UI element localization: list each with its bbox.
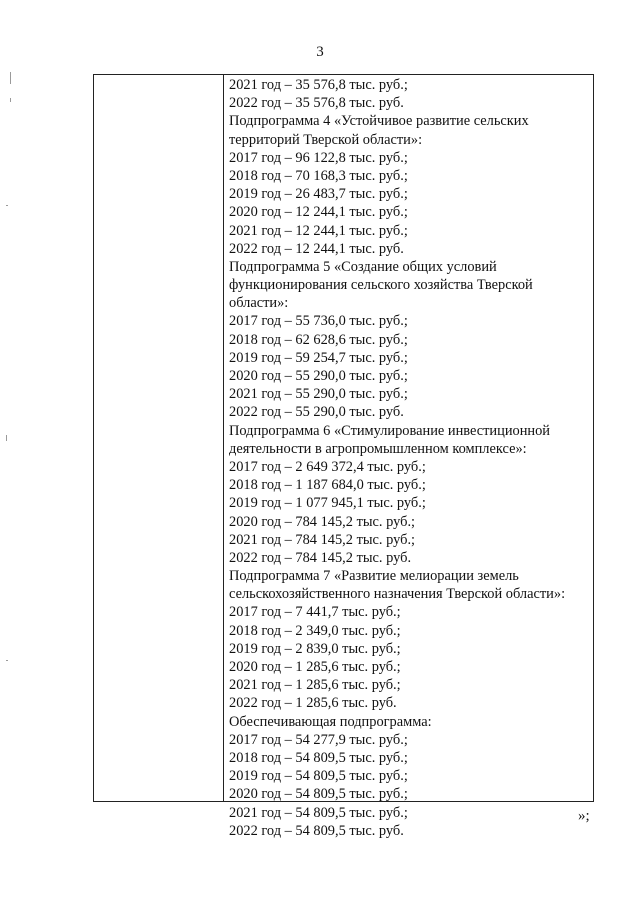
table-line: сельскохозяйственного назначения Тверской области»: — [229, 586, 566, 603]
table-line: 2020 год – 12 244,1 тыс. руб.; — [229, 204, 408, 221]
table-line: области»: — [229, 295, 289, 312]
table-line: 2020 год – 55 290,0 тыс. руб.; — [229, 368, 408, 384]
table-line: Подпрограмма 4 «Устойчивое развитие сельских — [229, 113, 529, 130]
table-line: 2017 год – 54 277,9 тыс. руб.; — [229, 731, 408, 748]
scan-mark — [10, 72, 11, 84]
table-line: 2022 год – 35 576,8 тыс. руб. — [229, 95, 404, 112]
table-line: Подпрограмма 5 «Создание общих условий — [229, 258, 497, 275]
table-line: 2021 год – 12 244,1 тыс. руб.; — [229, 222, 408, 239]
funding-table-content — [229, 76, 591, 840]
table-line: 2021 год – 1 285,6 тыс. руб.; — [229, 677, 401, 694]
table-line: 2022 год – 54 809,5 тыс. руб. — [229, 822, 404, 839]
table-line: 2019 год – 54 809,5 тыс. руб.; — [229, 768, 408, 785]
table-line: 2022 год – 1 285,6 тыс. руб. — [229, 695, 397, 712]
scan-mark — [6, 660, 8, 661]
table-line: 2017 год – 7 441,7 тыс. руб.; — [229, 604, 401, 621]
page-number: 3 — [316, 44, 324, 60]
scan-mark — [6, 435, 7, 441]
table-line: 2021 год – 55 290,0 тыс. руб.; — [229, 386, 408, 403]
table-line: 2022 год – 55 290,0 тыс. руб. — [229, 404, 404, 421]
scan-mark — [10, 98, 11, 102]
table-line: 2017 год – 55 736,0 тыс. руб.; — [229, 313, 408, 330]
table-line: 2022 год – 784 145,2 тыс. руб. — [229, 549, 412, 566]
table-line: Обеспечивающая подпрограмма: — [229, 713, 432, 730]
table-line: территорий Тверской области»: — [229, 131, 423, 148]
table-line: 2017 год – 96 122,8 тыс. руб.; — [229, 149, 408, 166]
table-line: 2018 год – 62 628,6 тыс. руб.; — [229, 331, 408, 348]
table-line: 2019 год – 26 483,7 тыс. руб.; — [229, 186, 408, 203]
table-line: 2020 год – 1 285,6 тыс. руб.; — [229, 659, 401, 675]
table-line: 2019 год – 59 254,7 тыс. руб.; — [229, 349, 408, 366]
table-line: функционирования сельского хозяйства Тверской — [229, 277, 533, 294]
table-line: 2021 год – 54 809,5 тыс. руб.; — [229, 804, 408, 821]
table-line: 2018 год – 1 187 684,0 тыс. руб.; — [229, 477, 426, 494]
table-line: 2017 год – 2 649 372,4 тыс. руб.; — [229, 458, 426, 475]
table-line: Подпрограмма 7 «Развитие мелиорации земель — [229, 568, 519, 585]
table-line: 2018 год – 54 809,5 тыс. руб.; — [229, 749, 408, 766]
table-line: 2019 год – 2 839,0 тыс. руб.; — [229, 640, 401, 657]
table-line: Подпрограмма 6 «Стимулирование инвестиционной — [229, 422, 551, 439]
table-line: 2021 год – 35 576,8 тыс. руб.; — [229, 77, 408, 93]
table-line: 2020 год – 784 145,2 тыс. руб.; — [229, 513, 416, 530]
table-line: 2021 год – 784 145,2 тыс. руб.; — [229, 531, 416, 548]
table-column-divider — [223, 74, 224, 802]
table-line: 2018 год – 70 168,3 тыс. руб.; — [229, 167, 408, 184]
table-line: 2019 год – 1 077 945,1 тыс. руб.; — [229, 495, 426, 512]
table-line: 2020 год – 54 809,5 тыс. руб.; — [229, 786, 408, 803]
table-line: 2018 год – 2 349,0 тыс. руб.; — [229, 622, 401, 639]
table-line: 2022 год – 12 244,1 тыс. руб. — [229, 240, 404, 257]
table-line: деятельности в агропромышленном комплексе»: — [229, 440, 527, 457]
scan-mark — [6, 205, 8, 206]
closing-quote: »; — [578, 808, 590, 824]
